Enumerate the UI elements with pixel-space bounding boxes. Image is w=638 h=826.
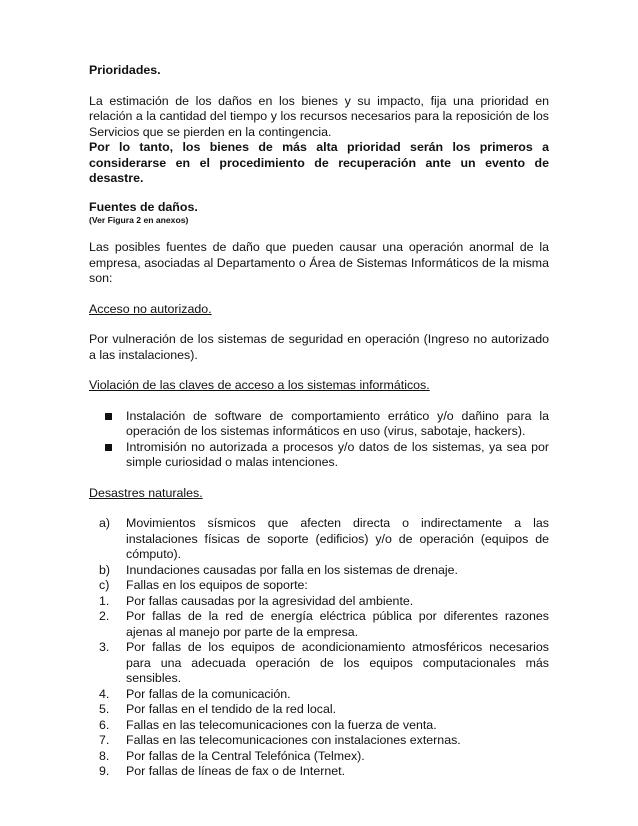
list-marker: 3. xyxy=(99,640,110,654)
prioridades-heading: Prioridades. xyxy=(89,63,161,77)
list-item xyxy=(99,764,549,780)
acceso-body: Por vulneración de los sistemas de seguridad en operación (Ingreso no autorizado a las instalaciones). xyxy=(89,332,549,362)
bullet-text: Instalación de software de comportamiento errático y/o dañino para la operación de los sistemas informáticos en uso (virus, sabotaje, hackers). xyxy=(126,408,549,438)
desastres-heading: Desastres naturales. xyxy=(89,485,203,500)
list-item xyxy=(99,578,549,594)
list-marker: c) xyxy=(99,578,110,592)
bullet-text: Intromisión no autorizada a procesos y/o datos de los sistemas, ya sea por simple curiosidad o malas intenciones. xyxy=(126,439,549,469)
list-item xyxy=(126,409,549,440)
list-item xyxy=(99,733,549,749)
list-item-text: Por fallas de los equipos de acondicionamiento atmosféricos necesarios para una adecuada operación de los equipos computacionales más sensibles. xyxy=(126,640,549,685)
fuentes-heading: Fuentes de daños. xyxy=(89,199,198,214)
list-item-text: Fallas en las telecomunicaciones con la fuerza de venta. xyxy=(126,717,437,732)
list-marker: 8. xyxy=(99,748,110,763)
list-item-text: Por fallas causadas por la agresividad del ambiente. xyxy=(126,593,414,608)
list-marker: b) xyxy=(99,562,111,577)
list-item-text: Por fallas de la comunicación. xyxy=(126,686,291,701)
fuentes-note: (Ver Figura 2 en anexos) xyxy=(89,215,189,225)
desastres-list xyxy=(89,516,549,780)
list-item-text: Fallas en los equipos de soporte: xyxy=(126,578,308,592)
list-marker: 6. xyxy=(99,717,110,732)
list-marker: 1. xyxy=(99,593,110,608)
list-item xyxy=(99,686,549,703)
list-item-text: Por fallas de la Central Telefónica (Telmex). xyxy=(126,748,365,763)
square-bullet-icon xyxy=(105,413,112,420)
list-item xyxy=(99,640,549,687)
list-item xyxy=(99,717,549,734)
list-item-text: Por fallas en el tendido de la red local. xyxy=(126,702,337,716)
list-item xyxy=(99,748,549,765)
list-item xyxy=(99,516,549,563)
list-item-text: Fallas en las telecomunicaciones con instalaciones externas. xyxy=(126,733,461,747)
list-marker: 7. xyxy=(99,733,110,747)
list-item-text: Inundaciones causadas por falla en los sistemas de drenaje. xyxy=(126,562,459,577)
prioridades-conclusion: Por lo tanto, los bienes de más alta prioridad serán los primeros a considerarse en el procedimiento de recuperación ante un evento de desastre. xyxy=(89,140,549,185)
list-marker: a) xyxy=(99,516,111,530)
list-item xyxy=(99,593,549,610)
list-marker: 2. xyxy=(99,609,110,623)
list-item xyxy=(99,562,549,579)
list-item xyxy=(99,609,549,640)
list-marker: 9. xyxy=(99,764,110,778)
list-marker: 5. xyxy=(99,702,110,716)
list-item-text: Movimientos sísmicos que afecten directa o indirectamente a las instalaciones físicas de soporte (edificios) y/o de operación (equipos de cómputo). xyxy=(126,516,549,561)
list-item xyxy=(126,440,549,471)
violacion-bullet-list xyxy=(89,409,549,471)
list-item xyxy=(99,702,549,718)
square-bullet-icon xyxy=(105,444,112,451)
fuentes-intro: Las posibles fuentes de daño que pueden causar una operación anormal de la empresa, asociadas al Departamento o Área de Sistemas Informáticos de la misma son: xyxy=(89,240,549,285)
list-marker: 4. xyxy=(99,686,110,701)
list-item-text: Por fallas de líneas de fax o de Internet. xyxy=(126,764,346,778)
acceso-heading: Acceso no autorizado. xyxy=(89,301,212,316)
prioridades-body: La estimación de los daños en los bienes y su impacto, fija una prioridad en relación a la cantidad del tiempo y los recursos necesarios para la reposición de los Servicios que se pierden en la contingencia. xyxy=(89,93,549,139)
violacion-heading: Violación de las claves de acceso a los sistemas informáticos. xyxy=(89,378,430,392)
list-item-text: Por fallas de la red de energía eléctrica pública por diferentes razones ajenas al manejo por parte de la empresa. xyxy=(126,609,549,639)
